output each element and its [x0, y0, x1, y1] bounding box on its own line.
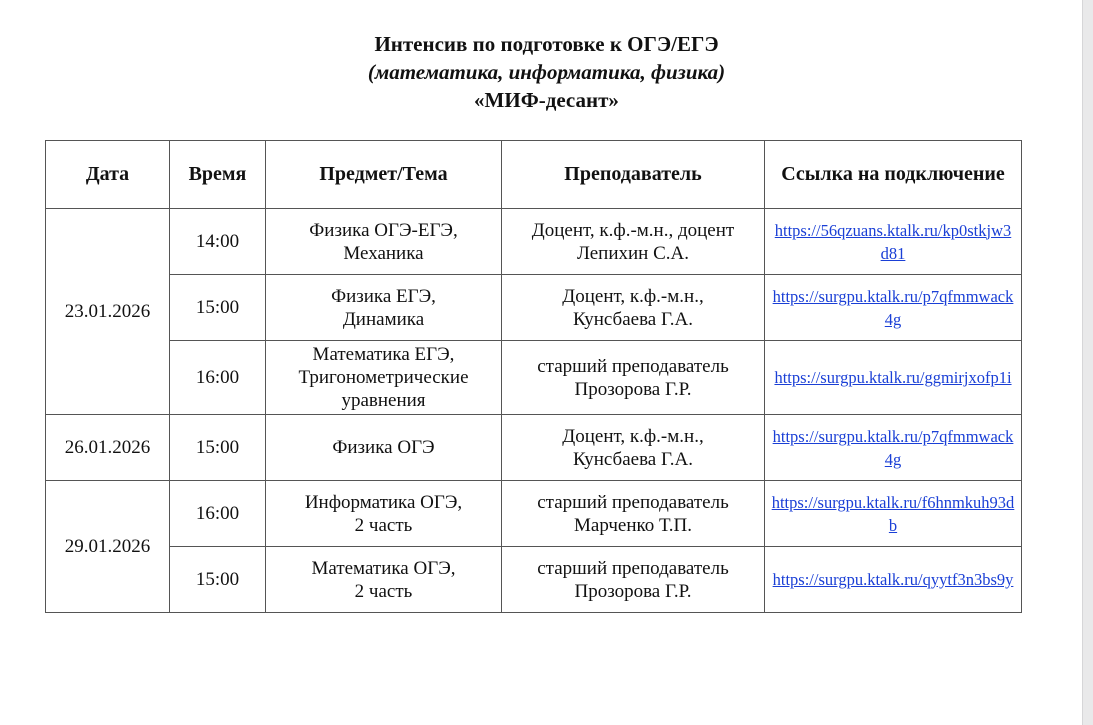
date-cell: 23.01.2026 — [46, 209, 170, 415]
schedule-table — [45, 140, 1022, 613]
header-subject: Предмет/Тема — [266, 141, 502, 209]
time-cell: 14:00 — [170, 209, 266, 275]
teacher-line: Доцент, к.ф.-м.н., — [562, 285, 704, 307]
subject-line: 2 часть — [354, 514, 413, 536]
date-cell: 29.01.2026 — [46, 481, 170, 613]
document-heading — [0, 30, 1093, 114]
time-cell: 15:00 — [170, 275, 266, 341]
date-cell: 26.01.2026 — [46, 415, 170, 481]
subject-cell — [266, 415, 502, 481]
subject-line: Тригонометрические — [298, 367, 469, 388]
header-link: Ссылка на подключение — [765, 141, 1022, 209]
subject-cell — [266, 275, 502, 341]
teacher-cell — [502, 415, 765, 481]
teacher-line: старший преподаватель — [537, 355, 729, 377]
subject-cell — [266, 481, 502, 547]
subject-line: Математика ЕГЭ, — [312, 344, 455, 365]
teacher-line: Кунсбаева Г.А. — [572, 308, 694, 330]
time-cell: 16:00 — [170, 341, 266, 415]
teacher-line: Доцент, к.ф.-м.н., доцент — [531, 219, 735, 241]
teacher-cell — [502, 547, 765, 613]
subject-line: Физика ОГЭ — [332, 437, 435, 458]
header-date: Дата — [46, 141, 170, 209]
time-cell: 15:00 — [170, 547, 266, 613]
connection-link[interactable]: https://surgpu.ktalk.ru/qyytf3n3bs9y — [772, 570, 1014, 589]
heading-program-name: «МИФ-десант» — [474, 88, 619, 112]
teacher-cell — [502, 275, 765, 341]
link-cell — [765, 341, 1022, 415]
time-cell: 16:00 — [170, 481, 266, 547]
connection-link[interactable]: https://surgpu.ktalk.ru/p7qfmmwack4g — [772, 286, 1014, 329]
subject-cell — [266, 341, 502, 415]
connection-link[interactable]: https://surgpu.ktalk.ru/f6hnmkuh93db — [771, 492, 1015, 535]
table-row — [46, 481, 1022, 547]
heading-subjects: (математика, информатика, физика) — [367, 60, 726, 84]
teacher-line: Прозорова Г.Р. — [574, 580, 692, 602]
header-time: Время — [170, 141, 266, 209]
link-cell — [765, 275, 1022, 341]
subject-line: Информатика ОГЭ, — [304, 491, 463, 513]
subject-cell — [266, 547, 502, 613]
teacher-line: Доцент, к.ф.-м.н., — [562, 425, 704, 447]
subject-line: 2 часть — [354, 580, 413, 602]
heading-title: Интенсив по подготовке к ОГЭ/ЕГЭ — [374, 32, 719, 56]
link-cell — [765, 209, 1022, 275]
table-row — [46, 275, 1022, 341]
subject-line: уравнения — [341, 390, 426, 411]
table-row — [46, 415, 1022, 481]
teacher-line: Кунсбаева Г.А. — [572, 448, 694, 470]
connection-link[interactable]: https://surgpu.ktalk.ru/p7qfmmwack4g — [772, 426, 1014, 469]
teacher-line: старший преподаватель — [537, 491, 729, 513]
link-cell — [765, 415, 1022, 481]
table-row — [46, 209, 1022, 275]
teacher-line: Прозорова Г.Р. — [574, 378, 692, 400]
teacher-cell — [502, 209, 765, 275]
subject-cell — [266, 209, 502, 275]
teacher-cell — [502, 341, 765, 415]
link-cell — [765, 547, 1022, 613]
teacher-cell — [502, 481, 765, 547]
subject-line: Динамика — [342, 308, 425, 330]
table-row — [46, 341, 1022, 415]
teacher-line: Марченко Т.П. — [574, 514, 692, 536]
header-row — [46, 141, 1022, 209]
teacher-line: старший преподаватель — [537, 557, 729, 579]
connection-link[interactable]: https://56qzuans.ktalk.ru/kp0stkjw3d81 — [774, 220, 1012, 263]
table-row — [46, 547, 1022, 613]
time-cell: 15:00 — [170, 415, 266, 481]
subject-line: Математика ОГЭ, — [311, 557, 456, 579]
subject-line: Механика — [343, 242, 424, 264]
connection-link[interactable]: https://surgpu.ktalk.ru/ggmirjxofp1i — [774, 368, 1012, 387]
header-teacher: Преподаватель — [502, 141, 765, 209]
link-cell — [765, 481, 1022, 547]
subject-line: Физика ЕГЭ, — [331, 285, 436, 307]
teacher-line: Лепихин С.А. — [576, 242, 689, 264]
subject-line: Физика ОГЭ-ЕГЭ, — [309, 219, 458, 241]
